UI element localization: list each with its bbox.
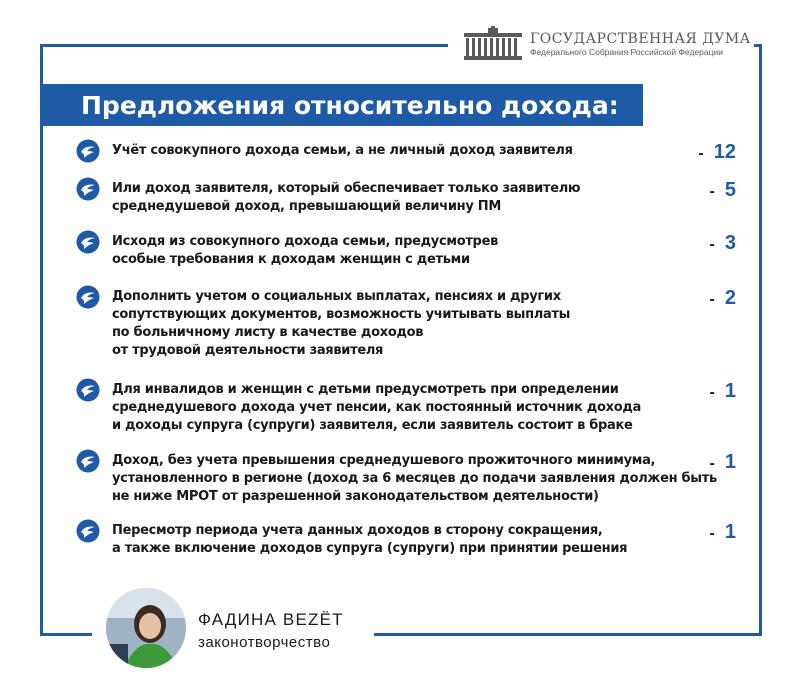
list-item-text [112,452,717,506]
list-item-text [112,233,702,269]
duma-logo [462,24,754,64]
author-name: ФАДИНА ВЕZЁТ [198,610,344,629]
logo-title: ГОСУДАРСТВЕННАЯ ДУМА [530,30,751,47]
bullet-arrow-icon [76,449,100,473]
count-dash: - [709,525,715,542]
bullet-arrow-icon [76,378,100,402]
list-item-text [112,522,702,558]
count-value: 1 [724,521,736,543]
list-item-text [112,180,702,216]
count-value: 3 [724,232,736,254]
bullet-arrow-icon [76,177,100,201]
logo-subtitle: Федерального Собрания Российской Федерации [530,46,723,57]
bullet-arrow-icon [76,285,100,309]
list-item-line: не ниже МРОТ от разрешенной законодательством деятельности) [112,489,599,504]
count-dash: - [709,384,715,401]
bullet-arrow-icon [76,139,100,163]
list-item-text [112,381,702,435]
list-item-count [680,179,736,202]
avatar [106,588,186,668]
list-item-line: Пересмотр периода учета данных доходов в сторону сокращения, [112,523,603,538]
list-item-count [680,232,736,255]
count-dash: - [709,183,715,200]
list-item-line: Учёт совокупного дохода семьи, а не личный доход заявителя [112,143,573,158]
bullet-arrow-icon [76,519,100,543]
count-dash: - [709,236,715,253]
duma-building-icon [462,26,524,62]
author-subtitle: законотворчество [198,634,331,651]
list-item-line: по больничному листу в качестве доходов [112,325,424,340]
list-item-line: среднедушевой доход, превышающий величину ПМ [112,199,501,214]
list-item-count [680,141,736,164]
list-item-line: особые требования к доходам женщин с детьми [112,252,470,267]
count-value: 5 [724,179,736,201]
list-item-text [112,142,702,160]
list-item-count [680,451,736,474]
avatar-portrait-icon [106,588,186,668]
list-item-count [680,380,736,403]
list-item-line: и доходы супруга (супруги) заявителя, если заявитель состоит в браке [112,418,633,433]
list-item-count [680,521,736,544]
count-value: 2 [724,287,736,309]
count-dash: - [698,145,704,162]
list-item-line: Для инвалидов и женщин с детьми предусмотреть при определении [112,382,619,397]
list-item-line: от трудовой деятельности заявителя [112,343,384,358]
list-item-text [112,288,702,360]
title-banner [43,84,643,126]
count-dash: - [709,455,715,472]
count-dash: - [709,291,715,308]
list-item-line: сопутствующих документов, возможность учитывать выплаты [112,307,571,322]
list-item-line: Или доход заявителя, который обеспечивает только заявителю [112,181,581,196]
count-value: 1 [724,380,736,402]
list-item-line: Доход, без учета превышения среднедушевого прожиточного минимума, [112,453,656,468]
page-title: Предложения относительно дохода: [81,90,619,120]
bullet-arrow-icon [76,230,100,254]
count-value: 12 [713,141,736,163]
list-item-line: установленного в регионе (доход за 6 месяцев до подачи заявления должен быть [112,471,717,486]
list-item-line: среднедушевого дохода учет пенсии, как постоянный источник дохода [112,400,642,415]
list-item-line: а также включение доходов супруга (супруги) при принятии решения [112,541,628,556]
list-item-line: Исходя из совокупного дохода семьи, предусмотрев [112,234,499,249]
count-value: 1 [724,451,736,473]
list-item-line: Дополнить учетом о социальных выплатах, пенсиях и других [112,289,561,304]
list-item-count [680,287,736,310]
